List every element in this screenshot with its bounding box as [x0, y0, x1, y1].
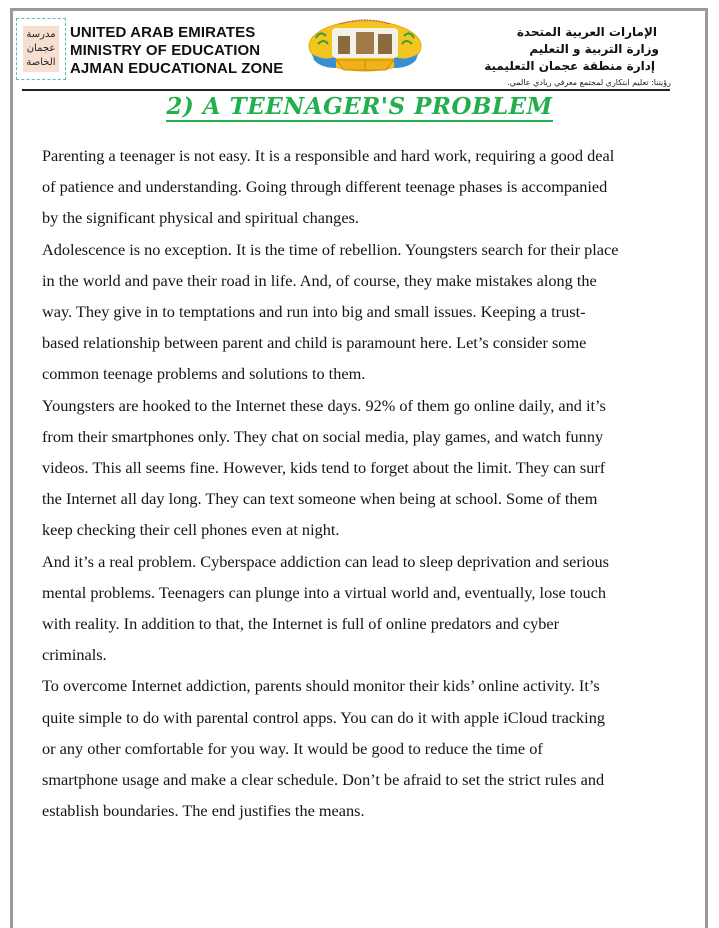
document-body — [42, 140, 710, 826]
header-english — [70, 24, 283, 78]
paragraph-5 — [42, 670, 710, 826]
text-line: with reality. In addition to that, the Internet is full of online predators and cyber — [42, 614, 560, 634]
header-arabic-zone: إدارة منطقة عجمان التعليمية — [484, 59, 655, 73]
text-line: the Internet all day long. They can text someone when being at school. Some of them — [42, 489, 598, 509]
document-title-text: 2) A TEENAGER'S PROBLEM — [166, 93, 553, 120]
text-line: Parenting a teenager is not easy. It is a responsible and hard work, requiring a good deal — [42, 146, 615, 165]
school-badge-line: الخاصة — [26, 57, 56, 68]
text-line: mental problems. Teenagers can plunge into a virtual world and, eventually, lose touch — [42, 582, 607, 602]
school-badge-line: عجمان — [26, 43, 56, 54]
text-line: criminals. — [42, 645, 107, 665]
header-divider — [22, 89, 670, 91]
header-arabic-ministry: وزارة التربية و التعليم — [529, 42, 659, 56]
header-arabic — [484, 24, 671, 75]
header-country: UNITED ARAB EMIRATES — [70, 24, 256, 41]
paragraph-4 — [42, 546, 710, 671]
text-line: Youngsters are hooked to the Internet these days. 92% of them go online daily, and it’s — [42, 395, 606, 415]
text-line: smartphone usage and make a clear schedule. Don’t be afraid to set the strict rules and — [42, 770, 605, 790]
school-badge-text — [23, 26, 59, 72]
paragraph-3 — [42, 390, 710, 546]
paragraph-1 — [42, 140, 710, 234]
text-line: common teenage problems and solutions to them. — [42, 364, 366, 384]
text-line: keep checking their cell phones even at night. — [42, 520, 340, 540]
text-line: from their smartphones only. They chat on social media, play games, and watch funny — [42, 426, 604, 446]
vision-statement: رؤيتنا: تعليم ابتكاري لمجتمع معرفي ريادي عالمي. — [507, 78, 671, 87]
header-arabic-country: الإمارات العربية المتحدة — [516, 25, 657, 39]
text-line: by the significant physical and spiritual changes. — [42, 208, 359, 228]
text-line: quite simple to do with parental control apps. You can do it with apple iCloud tracking — [42, 707, 605, 727]
text-line: establish boundaries. The end justifies the means. — [42, 801, 365, 821]
text-line: To overcome Internet addiction, parents should monitor their kids’ online activity. It’s — [42, 676, 600, 696]
school-badge-line: مدرسة — [26, 29, 56, 40]
text-line: way. They give in to temptations and run into big and small issues. Keeping a trust- — [42, 302, 586, 322]
text-line: based relationship between parent and child is paramount here. Let’s consider some — [42, 333, 587, 353]
paragraph-2 — [42, 234, 710, 390]
text-line: videos. This all seems fine. However, kids tend to forget about the limit. They can surf — [42, 458, 606, 478]
ajman-educational-zone-logo-icon — [306, 16, 424, 72]
document-title — [0, 93, 719, 120]
text-line: in the world and pave their road in life. And, of course, they make mistakes along the — [42, 270, 597, 290]
text-line: of patience and understanding. Going through different teenage phases is accompanied — [42, 177, 608, 197]
school-badge — [16, 18, 66, 80]
text-line: And it’s a real problem. Cyberspace addiction can lead to sleep deprivation and serious — [42, 551, 609, 571]
header-zone: AJMAN EDUCATIONAL ZONE — [70, 60, 284, 77]
text-line: or any other comfortable for you way. It would be good to reduce the time of — [42, 738, 543, 758]
text-line: Adolescence is no exception. It is the time of rebellion. Youngsters search for their place — [42, 239, 619, 259]
header-ministry: MINISTRY OF EDUCATION — [70, 42, 261, 59]
